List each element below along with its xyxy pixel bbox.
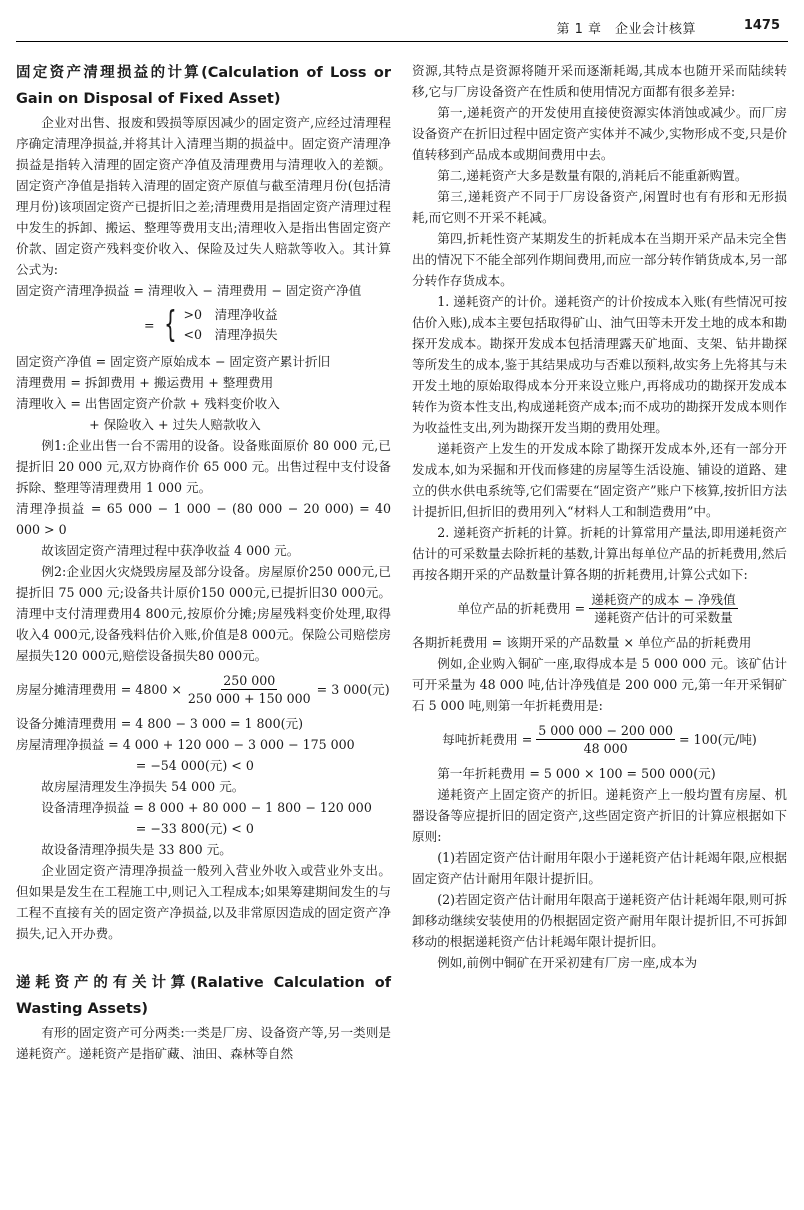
paragraph: 第二,递耗资产大多是数量有限的,消耗后不能重新购置。 xyxy=(437,168,748,183)
result-line: 故设备清理净损失是 33 800 元。 xyxy=(41,842,232,857)
paragraph: 第一,递耗资产的开发使用直接使资源实体消蚀或减少。而厂房设备资产在折旧过程中固定资产实体并不减少,实物形成不变,只是价值转移到产品成本或期间费用中去。 xyxy=(412,105,787,162)
formula-lhs: 房屋分摊清理费用 = 4800 × xyxy=(16,682,182,697)
brace-formula xyxy=(144,305,391,345)
section-heading-disposal: 固定资产清理损益的计算(Calculation of Loss or Gain on Disposal of Fixed Asset) xyxy=(16,65,391,107)
fraction-formula xyxy=(412,722,787,757)
paragraph: 例如,前例中铜矿在开采初建有厂房一座,成本为 xyxy=(437,955,698,970)
formula-lhs: 单位产品的折耗费用 = xyxy=(457,601,586,616)
formula-lhs: 每吨折耗费用 = xyxy=(442,732,533,747)
section-heading-wasting: 递耗资产的有关计算(Ralative Calculation of Wasting Assets) xyxy=(16,975,391,1017)
chapter-title: 第 1 章 企业会计核算 xyxy=(556,22,696,37)
formula: 固定资产净值 = 固定资产原始成本 − 固定资产累计折旧 xyxy=(16,354,331,369)
result-line: 故该固定资产清理过程中获净收益 4 000 元。 xyxy=(41,543,300,558)
fraction-formula xyxy=(16,672,391,707)
formula: 清理费用 = 拆卸费用 + 搬运费用 + 整理费用 xyxy=(16,375,274,390)
paragraph: 1. 递耗资产的计价。递耗资产的计价按成本入账(有些情况可按估价入账),成本主要包括取得矿山、油气田等未开发土地的成本和勘探开发成本。勘探开发成本包括清理露天矿地面、支架、钻井勘探等所发生的成本,鉴于其结果成功与否难以预料,故实务上先将其与未开发土地的原始取得成本分开来设立账户,再将成功的勘探开发成本转作为资本性支出,构成递耗资产成本;而不成功的勘探开发成本则作为收益性支出,列为勘探开发当期的费用处理。 xyxy=(412,294,787,435)
numerator: 5 000 000 − 200 000 xyxy=(538,723,673,738)
numerator: 250 000 xyxy=(223,673,276,688)
example-paragraph: 例1:企业出售一台不需用的设备。设备账面原价 80 000 元,已提折旧 20 000 元,双方协商作价 65 000 元。出售过程中支付设备拆除、整理等清理费用 1 000 元。 xyxy=(16,438,391,495)
page-header xyxy=(16,14,788,36)
paragraph: 资源,其特点是资源将随开采而逐渐耗竭,其成本也随开采而陆续转移,它与厂房设备资产在性质和使用情况方面都有很多差异: xyxy=(412,63,787,99)
formula-rhs: = 3 000(元) xyxy=(316,682,390,697)
page-number: 1475 xyxy=(743,18,780,33)
paragraph: 第四,折耗性资产某期发生的折耗成本在当期开采产品未完全售出的情况下不能全部列作期间费用,而应一部分转作销货成本,另一部分转作存货成本。 xyxy=(412,231,787,288)
denominator: 递耗资产估计的可采数量 xyxy=(594,610,733,625)
result-line: 故房屋清理发生净损失 54 000 元。 xyxy=(41,779,245,794)
header-rule xyxy=(16,41,788,42)
fraction xyxy=(589,591,738,626)
brace-row: >0 清理净收益 xyxy=(183,307,278,322)
formula: 房屋清理净损益 = 4 000 + 120 000 − 3 000 − 175 000 xyxy=(16,737,355,752)
equals-sign: = xyxy=(144,317,155,333)
fraction-formula xyxy=(412,591,787,626)
fraction xyxy=(186,672,313,707)
example-paragraph: 例如,企业购入铜矿一座,取得成本是 5 000 000 元。该矿估计可开采量为 48 000 吨,估计净残值是 200 000 元,第一年开采铜矿石 5 000 吨,则第一年折耗费用是: xyxy=(412,656,787,713)
paragraph: (1)若固定资产估计耐用年限小于递耗资产估计耗竭年限,应根据固定资产估计耐用年限计提折旧。 xyxy=(412,850,787,886)
formula: 设备清理净损益 = 8 000 + 80 000 − 1 800 − 120 000 xyxy=(41,800,372,815)
formula: + 保险收入 + 过失人赔款收入 xyxy=(89,417,261,432)
formula: 清理收入 = 出售固定资产价款 + 残料变价收入 xyxy=(16,396,280,411)
formula-rhs: = 100(元/吨) xyxy=(679,732,757,747)
formula: 第一年折耗费用 = 5 000 × 100 = 500 000(元) xyxy=(437,766,716,781)
formula: = −54 000(元) < 0 xyxy=(135,758,254,773)
paragraph: 递耗资产上发生的开发成本除了勘探开发成本外,还有一部分开发成本,如为采掘和开伐而修建的房屋等生活设施、铺设的道路、建立的供水供电系统等,它们需要在“固定资产”账户下核算,按折旧方法计提折旧,但折旧的费用列入“材料人工和制造费用”中。 xyxy=(412,441,787,519)
denominator: 48 000 xyxy=(583,741,628,756)
left-column xyxy=(16,60,391,1064)
formula: 设备分摊清理费用 = 4 800 − 3 000 = 1 800(元) xyxy=(16,716,304,731)
numerator: 递耗资产的成本 − 净残值 xyxy=(591,592,736,607)
paragraph: 2. 递耗资产折耗的计算。折耗的计算常用产量法,即用递耗资产估计的可采数量去除折耗的基数,计算出每单位产品的折耗费用,然后再按各期开采的产品数量计算各期的折耗费用,计算公式如下: xyxy=(412,525,787,582)
paragraph: 企业对出售、报废和毁损等原因减少的固定资产,应经过清理程序确定清理净损益,并将其计入清理当期的损益中。固定资产清理净损益是指转入清理的固定资产净值及清理费用与清理收入的差额。固定资产净值是指转入清理的固定资产原值与截至清理月份(包括清理月份)该项固定资产已提折旧之差;清理费用是指固定资产清理过程中发生的拆卸、搬运、整理等费用支出;清理收入是指出售固定资产价款、固定资产残料变价收入、保险及过失人赔款等收入。其计算公式为: xyxy=(16,115,391,277)
brace-icon: { xyxy=(163,304,177,345)
paragraph: 企业固定资产清理净损益一般列入营业外收入或营业外支出。但如果是发生在工程施工中,则记入工程成本;如果筹建期间发生的与工程不直接有关的固定资产净损益,以及非常原因造成的固定资产净损失,记入开办费。 xyxy=(16,863,391,941)
paragraph: 第三,递耗资产不同于厂房设备资产,闲置时也有有形和无形损耗,而它则不开采不耗减。 xyxy=(412,189,787,225)
paragraph: 递耗资产上固定资产的折旧。递耗资产上一般均置有房屋、机器设备等应提折旧的固定资产,这些固定资产折旧的计算应根据如下原则: xyxy=(412,787,787,844)
formula: 各期折耗费用 = 该期开采的产品数量 × 单位产品的折耗费用 xyxy=(412,635,752,650)
example-paragraph: 例2:企业因火灾烧毁房屋及部分设备。房屋原价250 000元,已提折旧 75 000 元;设备共计原价150 000元,已提折旧30 000元。清理中支付清理费用4 800元,按原价分摊;房屋残料变价处理,取得收入4 000元,设备残料估价入账,价值是8 000元。保险公司赔偿房屋损失120 000元,赔偿设备损失80 000元。 xyxy=(16,564,391,663)
paragraph: 有形的固定资产可分两类:一类是厂房、设备资产等,另一类则是递耗资产。递耗资产是指矿藏、油田、森林等自然 xyxy=(16,1025,391,1061)
brace-row: <0 清理净损失 xyxy=(183,327,278,342)
formula: 固定资产清理净损益 = 清理收入 − 清理费用 − 固定资产净值 xyxy=(16,283,362,298)
paragraph: (2)若固定资产估计耐用年限高于递耗资产估计耗竭年限,则可拆卸移动继续安装使用的仍根据固定资产耐用年限计提折旧,不可拆卸移动的根据递耗资产估计耗竭年限计提折旧。 xyxy=(412,892,787,949)
fraction xyxy=(536,722,675,757)
formula: = −33 800(元) < 0 xyxy=(135,821,254,836)
right-column xyxy=(412,60,787,973)
formula: 清理净损益 = 65 000 − 1 000 − (80 000 − 20 000) = 40 000 > 0 xyxy=(16,501,391,537)
denominator: 250 000 + 150 000 xyxy=(187,691,311,706)
